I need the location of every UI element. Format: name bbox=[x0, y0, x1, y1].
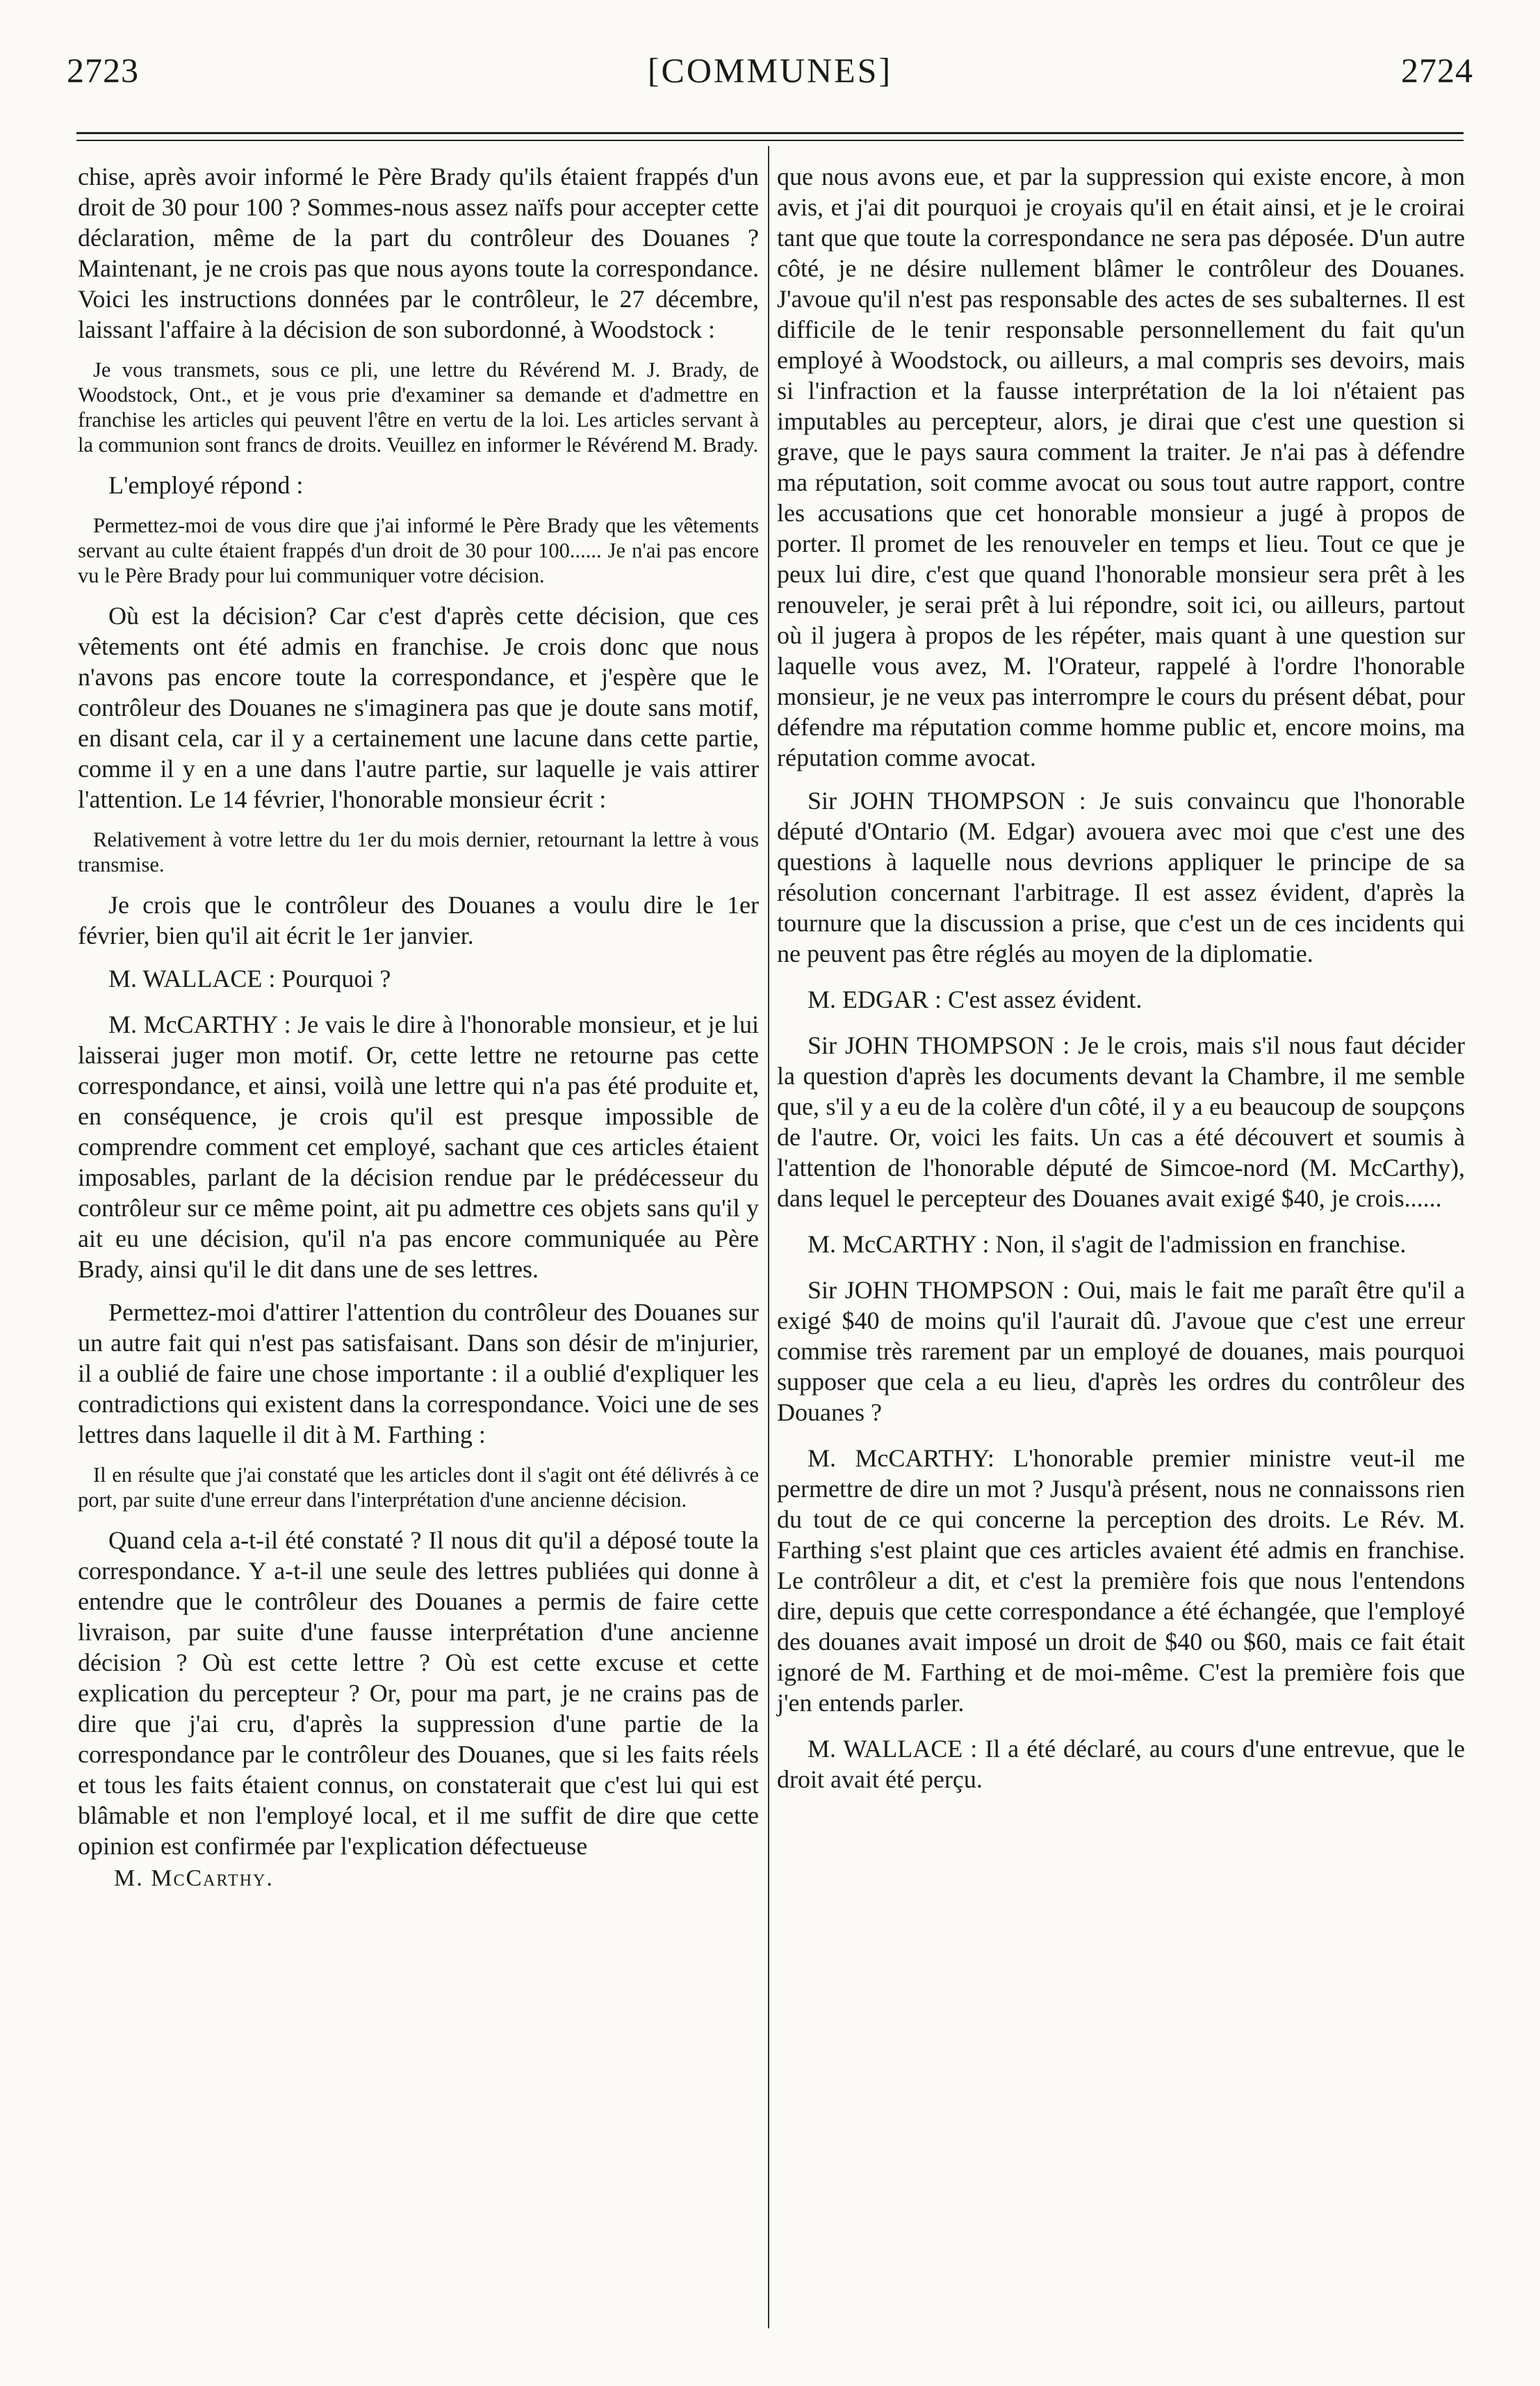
paragraph: Quand cela a-t-il été constaté ? Il nous dit qu'il a déposé toute la correspondance. Y a-t-il une seule des lettres publiées qui donne à entendre que le contrôleur des Douanes a permis de faire cette livraison, par suite d'une fausse interprétation d'une ancienne décision ? Où est cette lettre ? Où est cette excuse et cette explication du percepteur ? Or, pour ma part, je ne crains pas de dire que j'ai cru, d'après la suppression d'une partie de la correspondance par le contrôleur des Douanes, que si les faits réels et tous les faits étaient connus, on constaterait que c'est lui qui est blâmable et non l'employé local, et il me suffit de dire que cette opinion est confirmée par l'explication défectueuse bbox=[78, 1526, 759, 1860]
paragraph: chise, après avoir informé le Père Brady qu'ils étaient frappés d'un droit de 30 pour 100 ? Sommes-nous assez naïfs pour accepter cette déclaration, même de la part du contrôleur des Douanes ? Maintenant, je ne crois pas que nous ayons toute la correspondance. Voici les instructions données par le contrôleur, le 27 décembre, laissant l'affaire à la décision de son subordonné, à Woodstock : bbox=[78, 163, 759, 343]
page-number-right: 2724 bbox=[1401, 51, 1473, 90]
speaker-paragraph: Sir JOHN THOMPSON : Je le crois, mais s'il nous faut décider la question d'après les documents devant la Chambre, il me semble que, s'il y a eu de la colère d'un côté, il y a eu beaucoup de soupçons de l'autre. Or, voici les faits. Un cas a été découvert et soumis à l'attention de l'honorable député de Simcoe-nord (M. McCarthy), dans lequel le percepteur des Douanes avait exigé $40, je crois...... bbox=[777, 1031, 1465, 1212]
quoted-letter: Permettez-moi de vous dire que j'ai informé le Père Brady que les vêtements servant au culte étaient frappés d'un droit de 30 pour 100...... Je n'ai pas encore vu le Père Brady pour lui communiquer votre décision. bbox=[78, 514, 759, 587]
header-rule-thick bbox=[76, 132, 1464, 134]
speaker-paragraph: M. McCARTHY : Non, il s'agit de l'admission en franchise. bbox=[808, 1230, 1407, 1258]
speaker-paragraph: M. McCARTHY: L'honorable premier ministre veut-il me permettre de dire un mot ? Jusqu'à présent, nous ne connaissons rien du tout de ce qui concerne la perception des droits. Le Rév. M. Farthing s'est plaint que ces articles avaient été admis en franchise. Le contrôleur a dit, et c'est la première fois que nous l'entendons dire, depuis que cette correspondance a été échangée, que l'employé des douanes avait imposé un droit de $40 ou $60, mais ce fait était ignoré de M. Farthing et de moi-même. C'est la première fois que j'en entends parler. bbox=[777, 1444, 1465, 1717]
speaker-paragraph: M. WALLACE : Il a été déclaré, au cours d'une entrevue, que le droit avait été perçu. bbox=[777, 1735, 1465, 1793]
speaker-paragraph: Sir JOHN THOMPSON : Oui, mais le fait me paraît être qu'il a exigé $40 de moins qu'il l'aurait dû. J'avoue que c'est une erreur commise très rarement par un employé de douanes, mais pourquoi supposer que cela a eu lieu, d'après les ordres du contrôleur des Douanes ? bbox=[777, 1276, 1465, 1426]
speaker-signature: M. McCarthy. bbox=[114, 1865, 274, 1891]
left-column bbox=[78, 161, 759, 1892]
running-title: [COMMUNES] bbox=[647, 51, 893, 90]
speaker-paragraph: Sir JOHN THOMPSON : Je suis convaincu que l'honorable député d'Ontario (M. Edgar) avouera avec moi que c'est une des questions à laquelle nous devrions appliquer le principe de sa résolution concernant l'arbitrage. Il est assez évident, d'après la tournure que la discussion a prise, que c'est un de ces incidents qui ne peuvent pas être réglés au moyen de la diplomatie. bbox=[777, 787, 1465, 967]
header-rule-thin bbox=[76, 140, 1464, 141]
speaker-paragraph: M. EDGAR : C'est assez évident. bbox=[808, 986, 1142, 1013]
quoted-letter: Il en résulte que j'ai constaté que les articles dont il s'agit ont été délivrés à ce port, par suite d'une erreur dans l'interprétation d'une ancienne décision. bbox=[78, 1463, 759, 1512]
quoted-letter: Relativement à votre lettre du 1er du mois dernier, retournant la lettre à vous transmise. bbox=[78, 828, 759, 876]
paragraph: L'employé répond : bbox=[108, 471, 304, 499]
paragraph: que nous avons eue, et par la suppression qui existe encore, à mon avis, et j'ai dit pourquoi je croyais qu'il en était ainsi, et je le croirai tant que que toute la correspondance ne sera pas déposée. D'un autre côté, je ne désire nullement blâmer le contrôleur des Douanes. J'avoue qu'il n'est pas responsable des actes de ses subalternes. Il est difficile de le tenir responsable personnellement du fait qu'un employé à Woodstock, ou ailleurs, a mal compris ses devoirs, mais si l'infraction et la fausse interprétation de la loi n'étaient pas imputables au percepteur, alors, je dirai que c'est une question si grave, que le pays saura comment la traiter. Je n'ai pas à défendre ma réputation, soit comme avocat ou sous tout autre rapport, contre les accusations que cet honorable monsieur a jugé à propos de porter. Il promet de les renouveler en temps et lieu. Tout ce que je peux lui dire, c'est que quand l'honorable monsieur sera prêt à les renouveler, je serai prêt à lui répondre, soit ici, ou ailleurs, partout où il jugera à propos de les répéter, mais quant à une question sur laquelle vous avez, M. l'Orateur, rappelé à l'ordre l'honorable monsieur, je ne veux pas interrompre le cours du présent débat, pour défendre ma réputation comme homme public et, encore moins, ma réputation comme avocat. bbox=[777, 163, 1465, 771]
paragraph: Je crois que le contrôleur des Douanes a voulu dire le 1er février, bien qu'il ait écrit le 1er janvier. bbox=[78, 891, 759, 949]
right-column bbox=[777, 161, 1465, 1807]
paragraph: Permettez-moi d'attirer l'attention du contrôleur des Douanes sur un autre fait qui n'est pas satisfaisant. Dans son désir de m'injurier, il a oublié de faire une chose importante : il a oublié d'expliquer les contradictions qui existent dans la correspondance. Voici une de ses lettres dans laquelle il dit à M. Farthing : bbox=[78, 1298, 759, 1448]
page-header bbox=[67, 50, 1473, 106]
paragraph: Où est la décision? Car c'est d'après cette décision, que ces vêtements ont été admis en franchise. Je crois donc que nous n'avons pas encore toute la correspondance, et j'espère que le contrôleur des Douanes ne s'imaginera pas que je doute sans motif, en disant cela, car il y a certainement une lacune dans cette partie, comme il y en a une dans l'autre partie, sur laquelle je vais attirer l'attention. Le 14 février, l'honorable monsieur écrit : bbox=[78, 602, 759, 813]
speaker-paragraph: M. McCARTHY : Je vais le dire à l'honorable monsieur, et je lui laisserai juger mon motif. Or, cette lettre ne retourne pas cette correspondance, et ainsi, voilà une lettre qui n'a pas été produite et, en conséquence, je crois qu'il est presque impossible de comprendre comment cet employé, sachant que ces articles étaient imposables, parlant de la décision rendue par le prédécesseur du contrôleur sur ce même point, ait pu admettre ces objets sans qu'il y ait eu une décision, qu'il n'a pas encore communiquée au Père Brady, ainsi qu'il le dit dans une de ses lettres. bbox=[78, 1011, 759, 1283]
page-number-left: 2723 bbox=[67, 51, 139, 90]
column-divider bbox=[768, 146, 769, 2328]
speaker-paragraph: M. WALLACE : Pourquoi ? bbox=[108, 965, 391, 992]
quoted-letter: Je vous transmets, sous ce pli, une lettre du Révérend M. J. Brady, de Woodstock, Ont., et je vous prie d'examiner sa demande et d'admettre en franchise les articles qui peuvent l'être en vertu de la loi. Les articles servant à la communion sont francs de droits. Veuillez en informer le Révérend M. Brady. bbox=[78, 358, 759, 457]
